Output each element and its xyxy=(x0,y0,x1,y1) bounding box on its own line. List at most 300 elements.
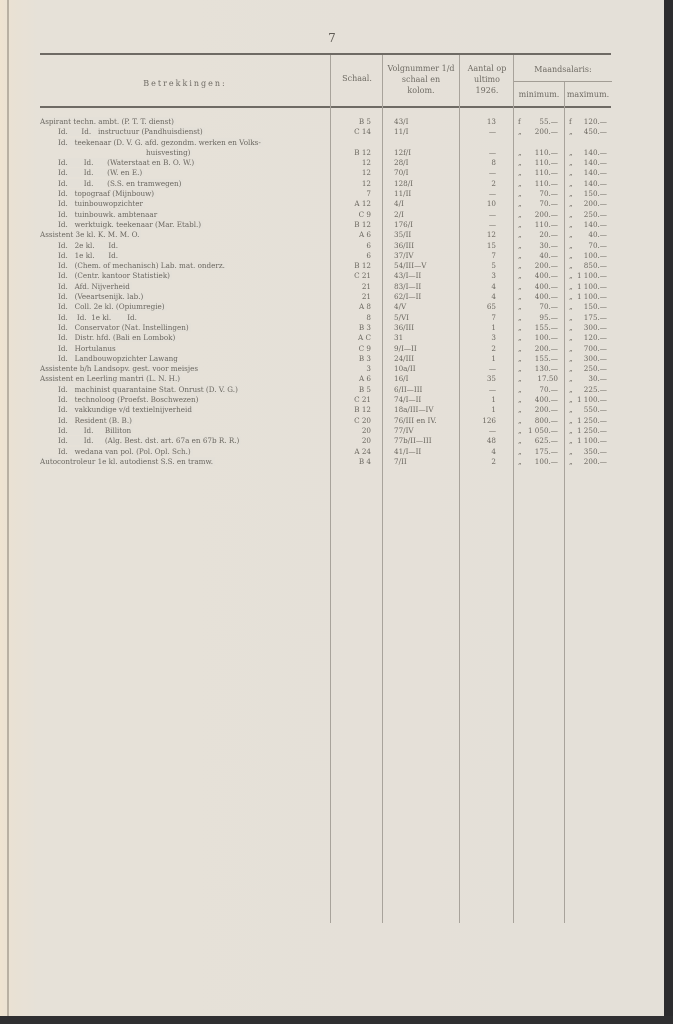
maximum-ditto-mark: „ xyxy=(569,364,573,374)
maximum-cell: 1 100.— xyxy=(576,395,607,405)
minimum-ditto-mark: „ xyxy=(518,333,522,343)
table-row xyxy=(0,385,664,395)
minimum-ditto-mark: „ xyxy=(518,425,522,435)
maximum-ditto-mark: „ xyxy=(569,240,573,250)
aantal-cell: — xyxy=(488,147,496,157)
minimum-ditto-mark: „ xyxy=(518,343,522,353)
volgnummer-cell: 83/I—II xyxy=(394,281,422,291)
row-description xyxy=(40,127,328,137)
aantal-cell: 4 xyxy=(491,446,496,456)
minimum-ditto-mark: „ xyxy=(518,395,522,405)
header-volgnummer xyxy=(383,63,459,96)
maximum-cell: 30.— xyxy=(588,374,607,384)
row-description xyxy=(40,261,328,271)
aantal-cell: 48 xyxy=(486,436,496,446)
header-schaal: Schaal. xyxy=(342,74,372,83)
schaal-cell: A 8 xyxy=(358,302,371,312)
maximum-ditto-mark: „ xyxy=(569,168,573,178)
aantal-cell: 126 xyxy=(482,415,496,425)
aantal-cell: 4 xyxy=(491,281,496,291)
description-text: Id. teekenaar (D. V. G. afd. gezondm. werken en Volks- xyxy=(58,137,261,147)
table-row xyxy=(0,457,664,467)
row-description xyxy=(40,117,328,127)
minimum-ditto-mark: „ xyxy=(518,384,522,394)
maximum-cell: 140.— xyxy=(583,219,607,229)
aantal-cell: 7 xyxy=(491,250,496,260)
volgnummer-cell: 4/I xyxy=(394,199,404,209)
maximum-ditto-mark: f xyxy=(569,117,572,126)
row-description xyxy=(40,374,328,384)
row-description xyxy=(40,416,328,426)
table-row xyxy=(0,333,664,343)
minimum-ditto-mark: „ xyxy=(518,199,522,209)
volgnummer-cell: 31 xyxy=(394,333,404,343)
description-text: Id. wedana van pol. (Pol. Opl. Sch.) xyxy=(58,446,191,456)
minimum-cell: 400.— xyxy=(534,271,558,281)
maximum-cell: 150.— xyxy=(583,189,607,199)
maximum-cell: 300.— xyxy=(583,322,607,332)
row-description xyxy=(40,241,328,251)
aantal-cell: 15 xyxy=(486,240,496,250)
minimum-ditto-mark: „ xyxy=(518,240,522,250)
minimum-cell: 400.— xyxy=(534,292,558,302)
schaal-cell: B 12 xyxy=(354,219,371,229)
table-row xyxy=(0,117,664,127)
volgnummer-cell: 43/I xyxy=(394,117,409,126)
table-row xyxy=(0,374,664,384)
schaal-cell: B 12 xyxy=(354,147,371,157)
maximum-ditto-mark: „ xyxy=(569,209,573,219)
minimum-cell: 800.— xyxy=(534,415,558,425)
maximum-cell: 140.— xyxy=(583,147,607,157)
aantal-cell: — xyxy=(488,425,496,435)
aantal-cell: 1 xyxy=(491,405,496,415)
header-aantal-line2: ultimo xyxy=(474,75,500,84)
maximum-ditto-mark: „ xyxy=(569,230,573,240)
table-row xyxy=(0,323,664,333)
table-row xyxy=(0,189,664,199)
header-volgnummer-line2: schaal en xyxy=(401,75,441,84)
description-text: Id. werktuigk. teekenaar (Mar. Etabl.) xyxy=(58,219,202,229)
minimum-ditto-mark: „ xyxy=(518,405,522,415)
maximum-cell: 1 100.— xyxy=(576,436,607,446)
aantal-cell: 8 xyxy=(491,158,496,168)
table-top-rule xyxy=(40,53,611,55)
minimum-ditto-mark: f xyxy=(518,117,521,126)
table-row xyxy=(0,302,664,312)
header-volgnummer-line3: kolom. xyxy=(407,86,435,95)
minimum-ditto-mark: „ xyxy=(518,261,522,271)
description-text: Id. 1e kl. Id. xyxy=(58,250,119,260)
maximum-ditto-mark: „ xyxy=(569,395,573,405)
minimum-cell: 95.— xyxy=(539,312,558,322)
minimum-ditto-mark: „ xyxy=(518,353,522,363)
description-text: Id. Resident (B. B.) xyxy=(58,415,132,425)
table-row xyxy=(0,395,664,405)
header-minimum: minimum. xyxy=(518,90,560,99)
maximum-cell: 1 250.— xyxy=(576,425,607,435)
minimum-cell: 30.— xyxy=(539,240,558,250)
maximum-ditto-mark: „ xyxy=(569,322,573,332)
minimum-cell: 110.— xyxy=(534,219,558,229)
volgnummer-cell: 9/I—II xyxy=(394,343,417,353)
minimum-ditto-mark: „ xyxy=(518,415,522,425)
maximum-ditto-mark: „ xyxy=(569,127,573,137)
table-row xyxy=(0,251,664,261)
aantal-cell: 2 xyxy=(491,456,496,466)
description-text: Id. Id. (W. en E.) xyxy=(58,168,143,178)
maximum-ditto-mark: „ xyxy=(569,271,573,281)
row-description xyxy=(40,426,328,436)
row-description xyxy=(40,333,328,343)
description-text: Id. (Chem. of mechanisch) Lab. mat. onderz. xyxy=(58,261,225,271)
maximum-cell: 300.— xyxy=(583,353,607,363)
minimum-cell: 70.— xyxy=(539,384,558,394)
maximum-ditto-mark: „ xyxy=(569,333,573,343)
minimum-ditto-mark: „ xyxy=(518,446,522,456)
maximum-ditto-mark: „ xyxy=(569,343,573,353)
row-description xyxy=(40,230,328,240)
description-text: Id. Landbouwopzichter Lawang xyxy=(58,353,178,363)
description-text: Id. Id. instructuur (Pandhuisdienst) xyxy=(58,127,203,137)
minimum-cell: 155.— xyxy=(534,322,558,332)
minimum-ditto-mark: „ xyxy=(518,312,522,322)
maximum-ditto-mark: „ xyxy=(569,436,573,446)
volgnummer-cell: 77b/II—III xyxy=(394,436,432,446)
volgnummer-cell: 41/I—II xyxy=(394,446,422,456)
volgnummer-cell: 36/III xyxy=(394,322,415,332)
maximum-cell: 120.— xyxy=(583,333,607,343)
maximum-ditto-mark: „ xyxy=(569,158,573,168)
maximum-cell: 1 250.— xyxy=(576,415,607,425)
row-description xyxy=(40,179,328,189)
maximum-cell: 250.— xyxy=(583,364,607,374)
schaal-cell: C 21 xyxy=(354,395,371,405)
volgnummer-cell: 24/III xyxy=(394,353,415,363)
maximum-ditto-mark: „ xyxy=(569,405,573,415)
description-text: Id. Id. (Waterstaat en B. O. W.) xyxy=(58,158,195,168)
aantal-cell: 35 xyxy=(486,374,496,384)
maximum-ditto-mark: „ xyxy=(569,446,573,456)
volgnummer-cell: 54/III—V xyxy=(394,261,427,271)
schaal-cell: B 3 xyxy=(358,322,371,332)
row-description xyxy=(40,199,328,209)
minimum-ditto-mark: „ xyxy=(518,158,522,168)
maximum-cell: 250.— xyxy=(583,209,607,219)
minimum-ditto-mark: „ xyxy=(518,456,522,466)
minimum-cell: 55.— xyxy=(539,117,558,126)
minimum-cell: 110.— xyxy=(534,178,558,188)
minimum-cell: 20.— xyxy=(539,230,558,240)
description-text: Id. Id. Billiton xyxy=(58,425,132,435)
table-row xyxy=(0,271,664,281)
volgnummer-cell: 11/I xyxy=(394,127,409,137)
schaal-cell: C 20 xyxy=(354,415,371,425)
schaal-cell: A 12 xyxy=(354,199,371,209)
description-text: Id. (Centr. kantoor Statistiek) xyxy=(58,271,170,281)
volgnummer-cell: 128/I xyxy=(394,178,413,188)
schaal-cell: 21 xyxy=(361,292,371,302)
maximum-cell: 225.— xyxy=(583,384,607,394)
description-text: Id. Hortulanus xyxy=(58,343,116,353)
row-description xyxy=(40,138,328,158)
minimum-cell: 130.— xyxy=(534,364,558,374)
row-description xyxy=(40,220,328,230)
schaal-cell: 20 xyxy=(361,425,371,435)
schaal-cell: B 12 xyxy=(354,405,371,415)
header-aantal-line3: 1926. xyxy=(475,86,499,95)
volgnummer-cell: 62/I—II xyxy=(394,292,422,302)
maximum-ditto-mark: „ xyxy=(569,219,573,229)
maximum-cell: 200.— xyxy=(583,456,607,466)
minimum-ditto-mark: „ xyxy=(518,219,522,229)
maximum-ditto-mark: „ xyxy=(569,374,573,384)
aantal-cell: 2 xyxy=(491,343,496,353)
maximum-ditto-mark: „ xyxy=(569,250,573,260)
schaal-cell: A 6 xyxy=(358,230,371,240)
schaal-cell: 12 xyxy=(361,178,371,188)
minimum-ditto-mark: „ xyxy=(518,281,522,291)
scan-border-bottom xyxy=(0,1016,673,1024)
schaal-cell: C 21 xyxy=(354,271,371,281)
maximum-cell: 40.— xyxy=(588,230,607,240)
volgnummer-cell: 16/I xyxy=(394,374,409,384)
maximum-cell: 350.— xyxy=(583,446,607,456)
row-description xyxy=(40,364,328,374)
minimum-cell: 200.— xyxy=(534,343,558,353)
minimum-cell: 200.— xyxy=(534,261,558,271)
minimum-cell: 625.— xyxy=(534,436,558,446)
table-row xyxy=(0,292,664,302)
maximum-ditto-mark: „ xyxy=(569,415,573,425)
schaal-cell: 8 xyxy=(366,312,371,322)
description-text: Id. machinist quarantaine Stat. Onrust (D. V. G.) xyxy=(58,384,238,394)
volgnummer-cell: 74/I—II xyxy=(394,395,422,405)
schaal-cell: 12 xyxy=(361,158,371,168)
schaal-cell: B 12 xyxy=(354,261,371,271)
maximum-ditto-mark: „ xyxy=(569,178,573,188)
maandsalaris-divider xyxy=(514,81,612,82)
aantal-cell: — xyxy=(488,189,496,199)
schaal-cell: A C xyxy=(358,333,371,343)
volgnummer-cell: 76/III en IV. xyxy=(394,415,437,425)
table-row xyxy=(0,313,664,323)
maximum-cell: 850.— xyxy=(583,261,607,271)
maximum-ditto-mark: „ xyxy=(569,281,573,291)
schaal-cell: B 5 xyxy=(358,117,371,126)
header-volgnummer-line1: Volgnummer 1/d xyxy=(387,64,455,73)
description-text: Id. Conservator (Nat. Instellingen) xyxy=(58,322,189,332)
minimum-cell: 70.— xyxy=(539,199,558,209)
table-row xyxy=(0,261,664,271)
schaal-cell: 12 xyxy=(361,168,371,178)
description-text: Id. (Veeartsenijk. lab.) xyxy=(58,292,144,302)
aantal-cell: 13 xyxy=(486,117,496,126)
header-maandsalaris: Maandsalaris: xyxy=(534,65,592,74)
minimum-cell: 110.— xyxy=(534,168,558,178)
maximum-cell: 200.— xyxy=(583,199,607,209)
table-row xyxy=(0,364,664,374)
maximum-cell: 140.— xyxy=(583,178,607,188)
maximum-ditto-mark: „ xyxy=(569,189,573,199)
maximum-cell: 120.— xyxy=(583,117,607,126)
minimum-cell: 155.— xyxy=(534,353,558,363)
description-text: Id. Id. 1e kl. Id. xyxy=(58,312,137,322)
schaal-cell: 6 xyxy=(366,250,371,260)
table-row xyxy=(0,230,664,240)
row-description xyxy=(40,436,328,446)
aantal-cell: 65 xyxy=(486,302,496,312)
table-row xyxy=(0,168,664,178)
maximum-ditto-mark: „ xyxy=(569,456,573,466)
aantal-cell: 1 xyxy=(491,322,496,332)
table-row xyxy=(0,158,664,168)
minimum-ditto-mark: „ xyxy=(518,189,522,199)
minimum-ditto-mark: „ xyxy=(518,127,522,137)
volgnummer-cell: 7/II xyxy=(394,456,407,466)
minimum-cell: 400.— xyxy=(534,281,558,291)
row-description xyxy=(40,447,328,457)
aantal-cell: — xyxy=(488,364,496,374)
description-text: Autocontroleur 1e kl. autodienst S.S. en tramw. xyxy=(40,456,214,466)
maximum-cell: 450.— xyxy=(583,127,607,137)
row-description xyxy=(40,168,328,178)
maximum-ditto-mark: „ xyxy=(569,312,573,322)
schaal-cell: C 9 xyxy=(358,209,371,219)
volgnummer-cell: 77/IV xyxy=(394,425,414,435)
maximum-ditto-mark: „ xyxy=(569,384,573,394)
aantal-cell: — xyxy=(488,384,496,394)
minimum-ditto-mark: „ xyxy=(518,302,522,312)
minimum-cell: 70.— xyxy=(539,302,558,312)
volgnummer-cell: 36/III xyxy=(394,240,415,250)
table-row xyxy=(0,416,664,426)
volgnummer-cell: 18a/III—IV xyxy=(394,405,434,415)
table-row xyxy=(0,199,664,209)
description-text: Id. tuinbouwk. ambtenaar xyxy=(58,209,158,219)
minimum-ditto-mark: „ xyxy=(518,271,522,281)
page-number: 7 xyxy=(328,31,336,45)
aantal-cell: — xyxy=(488,209,496,219)
volgnummer-cell: 12f/I xyxy=(394,147,412,157)
row-description xyxy=(40,344,328,354)
aantal-cell: — xyxy=(488,127,496,137)
row-description xyxy=(40,189,328,199)
maximum-cell: 1 100.— xyxy=(576,271,607,281)
description-text: Assistent 3e kl. K. M. M. O. xyxy=(40,230,140,240)
volgnummer-cell: 2/I xyxy=(394,209,404,219)
minimum-cell: 40.— xyxy=(539,250,558,260)
description-text: Id. Distr. hfd. (Bali en Lombok) xyxy=(58,333,176,343)
table-row xyxy=(0,179,664,189)
volgnummer-cell: 35/II xyxy=(394,230,412,240)
description-text: Id. topograaf (Mijnbouw) xyxy=(58,189,155,199)
table-row xyxy=(0,210,664,220)
minimum-cell: 100.— xyxy=(534,456,558,466)
minimum-cell: 17.50 xyxy=(537,374,558,384)
row-description xyxy=(40,271,328,281)
description-text: Aspirant techn. ambt. (P. T. T. dienst) xyxy=(40,117,174,126)
maximum-cell: 550.— xyxy=(583,405,607,415)
minimum-cell: 400.— xyxy=(534,395,558,405)
maximum-ditto-mark: „ xyxy=(569,302,573,312)
volgnummer-cell: 10a/II xyxy=(394,364,416,374)
schaal-cell: B 3 xyxy=(358,353,371,363)
header-aantal-line1: Aantal op xyxy=(467,64,507,73)
maximum-ditto-mark: „ xyxy=(569,353,573,363)
volgnummer-cell: 70/I xyxy=(394,168,409,178)
table-body xyxy=(0,117,664,467)
maximum-ditto-mark: „ xyxy=(569,147,573,157)
volgnummer-cell: 28/I xyxy=(394,158,409,168)
schaal-cell: B 5 xyxy=(358,384,371,394)
schaal-cell: C 14 xyxy=(354,127,371,137)
aantal-cell: 3 xyxy=(491,333,496,343)
volgnummer-cell: 5/VI xyxy=(394,312,410,322)
maximum-cell: 1 100.— xyxy=(576,281,607,291)
volgnummer-cell: 37/IV xyxy=(394,250,414,260)
aantal-cell: — xyxy=(488,219,496,229)
description-text: Id. Afd. Nijverheid xyxy=(58,281,130,291)
table-row xyxy=(0,138,664,159)
minimum-cell: 175.— xyxy=(534,446,558,456)
minimum-cell: 100.— xyxy=(534,333,558,343)
header-betrekkingen: Betrekkingen: xyxy=(143,79,227,88)
row-description xyxy=(40,313,328,323)
minimum-ditto-mark: „ xyxy=(518,230,522,240)
minimum-ditto-mark: „ xyxy=(518,209,522,219)
row-description xyxy=(40,457,328,467)
minimum-ditto-mark: „ xyxy=(518,292,522,302)
row-description xyxy=(40,323,328,333)
schaal-cell: B 4 xyxy=(358,456,371,466)
table-row xyxy=(0,426,664,436)
aantal-cell: 10 xyxy=(486,199,496,209)
maximum-ditto-mark: „ xyxy=(569,292,573,302)
schaal-cell: 21 xyxy=(361,281,371,291)
row-description xyxy=(40,354,328,364)
minimum-ditto-mark: „ xyxy=(518,374,522,384)
maximum-ditto-mark: „ xyxy=(569,199,573,209)
minimum-cell: 200.— xyxy=(534,127,558,137)
table-row xyxy=(0,282,664,292)
minimum-cell: 110.— xyxy=(534,158,558,168)
row-description xyxy=(40,302,328,312)
volgnummer-cell: 176/I xyxy=(394,219,413,229)
aantal-cell: 3 xyxy=(491,271,496,281)
aantal-cell: 2 xyxy=(491,178,496,188)
minimum-cell: 200.— xyxy=(534,405,558,415)
aantal-cell: 4 xyxy=(491,292,496,302)
maximum-ditto-mark: „ xyxy=(569,425,573,435)
schaal-cell: 7 xyxy=(366,189,371,199)
maximum-cell: 140.— xyxy=(583,168,607,178)
maximum-cell: 100.— xyxy=(583,250,607,260)
maximum-cell: 1 100.— xyxy=(576,292,607,302)
minimum-ditto-mark: „ xyxy=(518,436,522,446)
description-text: Id. Id. (S.S. en tramwegen) xyxy=(58,178,182,188)
description-text: Id. 2e kl. Id. xyxy=(58,240,119,250)
minimum-ditto-mark: „ xyxy=(518,364,522,374)
minimum-cell: 1 050.— xyxy=(527,425,558,435)
row-description xyxy=(40,251,328,261)
maximum-cell: 175.— xyxy=(583,312,607,322)
minimum-ditto-mark: „ xyxy=(518,322,522,332)
aantal-cell: 1 xyxy=(491,353,496,363)
minimum-ditto-mark: „ xyxy=(518,178,522,188)
description-text: Assistente b/h Landsopv. gest. voor meisjes xyxy=(40,364,199,374)
row-description xyxy=(40,210,328,220)
